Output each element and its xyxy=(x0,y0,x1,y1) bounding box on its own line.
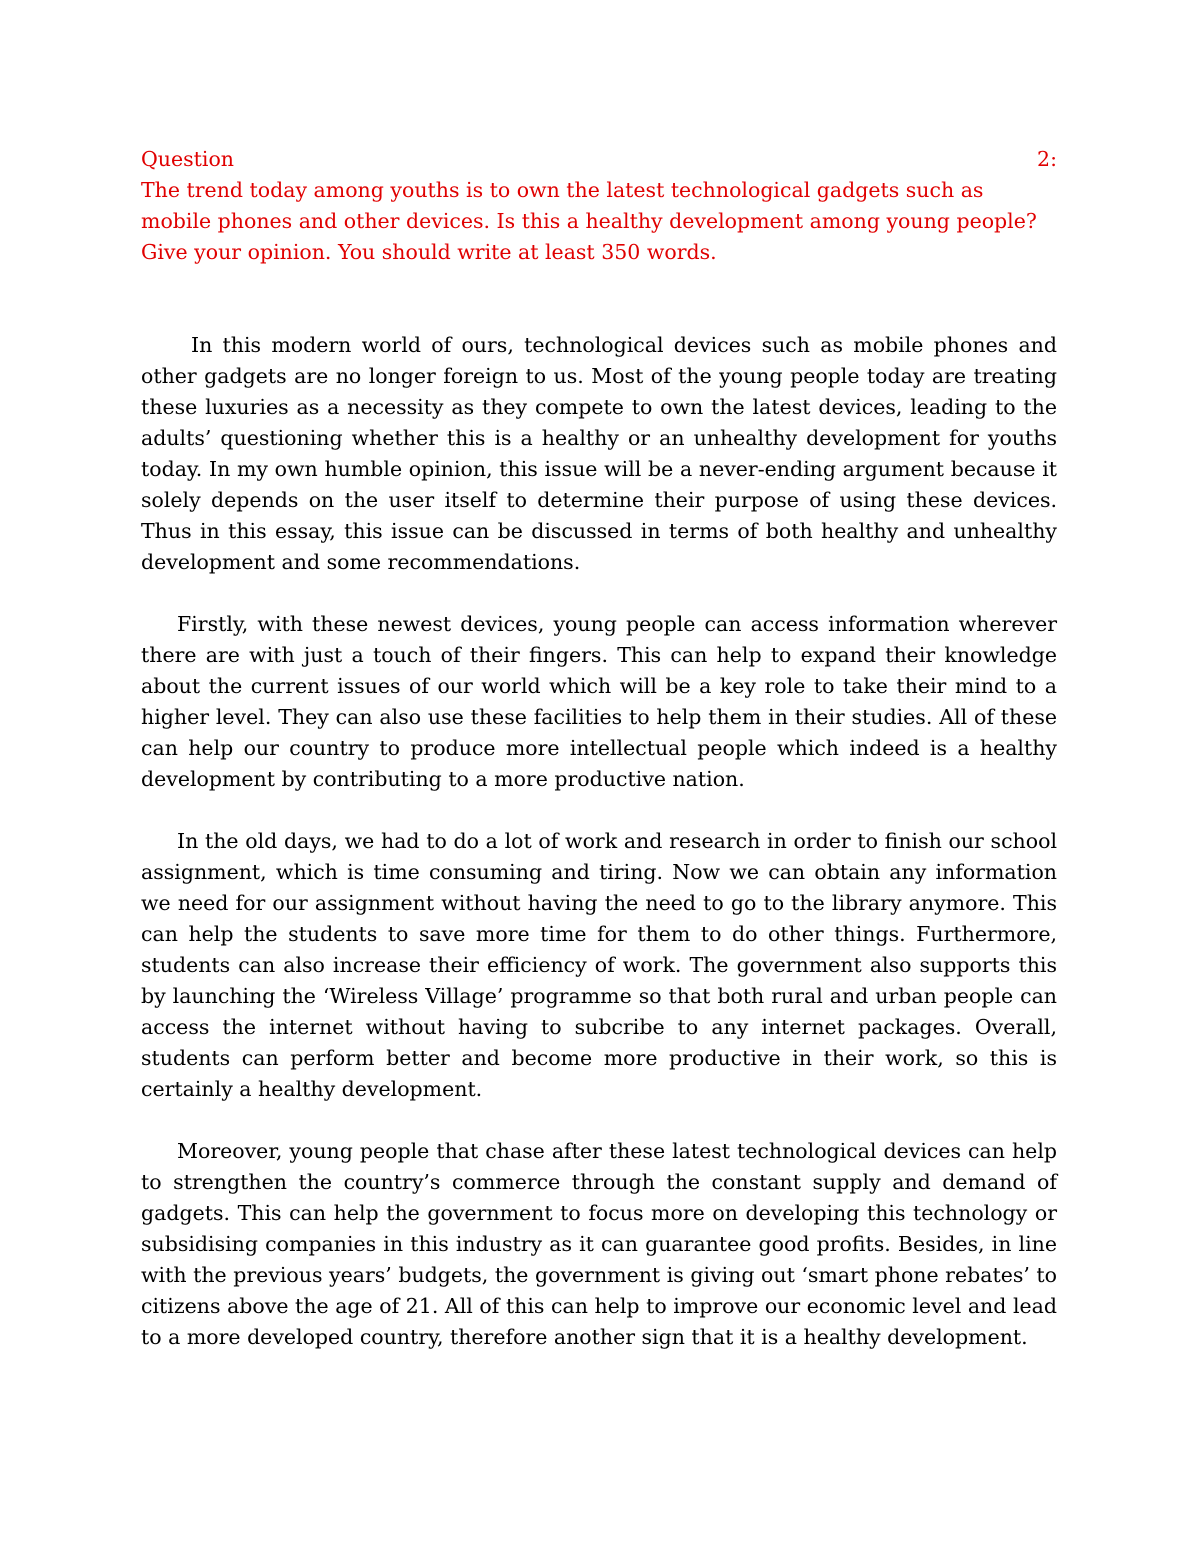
question-label: Question xyxy=(141,147,235,171)
essay-paragraph-research: In the old days, we had to do a lot of work and research in order to finish our school assignment, which is time consuming and tiring. Now we can obtain any information we need for our assignment without having the need to go to the library anymore. This can help the students to save more time for them to do other things. Furthermore, students can also increase their efficiency of work. The government also supports this by launching the ‘Wireless Village’ programme so that both rural and urban people can access the internet without having to subcribe to any internet packages. Overall, students can perform better and become more productive in their work, so this is certainly a healthy development. xyxy=(141,829,1057,1101)
question-prompt: The trend today among youths is to own the latest technological gadgets such as mobile phones and other devices. Is this a healthy development among young people? Give your opinion. You should write at least 350 words. xyxy=(141,178,1037,264)
essay-paragraph-commerce: Moreover, young people that chase after these latest technological devices can help to strengthen the country’s commerce through the constant supply and demand of gadgets. This can help the government to focus more on developing this technology or subsidising companies in this industry as it can guarantee good profits. Besides, in line with the previous years’ budgets, the government is giving out ‘smart phone rebates’ to citizens above the age of 21. All of this can help to improve our economic level and lead to a more developed country, therefore another sign that it is a healthy development. xyxy=(141,1139,1057,1349)
question-block xyxy=(141,144,1057,268)
question-number: 2: xyxy=(1037,147,1057,171)
question-header xyxy=(141,144,1057,175)
section-spacer xyxy=(141,268,1057,330)
document-content xyxy=(141,144,1057,1353)
essay-paragraph-access-information: Firstly, with these newest devices, young people can access information wherever there are with just a touch of their fingers. This can help to expand their knowledge about the current issues of our world which will be a key role to take their mind to a higher level. They can also use these facilities to help them in their studies. All of these can help our country to produce more intellectual people which indeed is a healthy development by contributing to a more productive nation. xyxy=(141,612,1057,791)
essay-paragraph-intro: In this modern world of ours, technological devices such as mobile phones and other gadgets are no longer foreign to us. Most of the young people today are treating these luxuries as a necessity as they compete to own the latest devices, leading to the adults’ questioning whether this is a healthy or an unhealthy development for youths today. In my own humble opinion, this issue will be a never-ending argument because it solely depends on the user itself to determine their purpose of using these devices. Thus in this essay, this issue can be discussed in terms of both healthy and unhealthy development and some recommendations. xyxy=(141,333,1057,574)
